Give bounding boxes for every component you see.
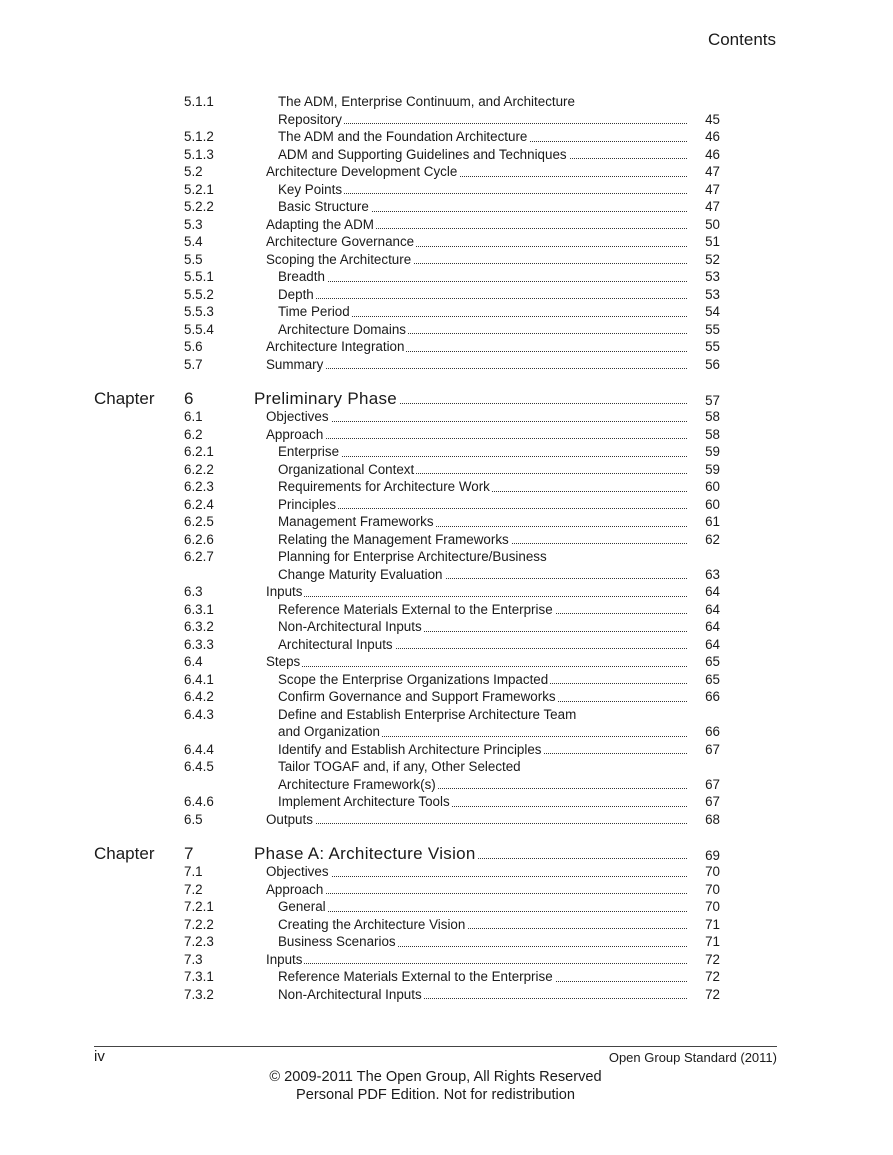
toc-entry-title: Planning for Enterprise Architecture/Business: [278, 549, 547, 564]
toc-entry-number: 7.1: [184, 864, 203, 879]
toc-entry-number: 6.4.1: [184, 671, 214, 687]
toc-entry-number: 5.4: [184, 234, 203, 249]
toc-chapter-heading[interactable]: [0, 390, 893, 408]
toc-entry-number: 6.2.5: [184, 514, 214, 529]
toc-entry-title: Inputs: [266, 583, 687, 601]
chapter-title: Preliminary Phase: [254, 390, 687, 408]
toc-entry[interactable]: [0, 688, 893, 706]
toc-entry[interactable]: [0, 933, 893, 951]
toc-entry[interactable]: [0, 601, 893, 619]
toc-page-number: 61: [705, 514, 720, 529]
toc-entry-title: Depth: [278, 286, 687, 304]
toc-page-number: 60: [705, 479, 720, 494]
toc-entry[interactable]: [0, 198, 893, 216]
toc-entry-title: Outputs: [266, 811, 687, 829]
dot-leader: [266, 823, 687, 824]
toc-entry[interactable]: [0, 128, 893, 146]
toc-page-number: 57: [705, 393, 720, 408]
toc-entry-number: 5.3: [184, 216, 203, 232]
toc-entry-title: Summary: [266, 356, 687, 374]
toc-entry-number: 5.1.3: [184, 146, 214, 162]
toc-entry-number: 5.5.4: [184, 321, 214, 337]
toc-entry-title: Non-Architectural Inputs: [278, 618, 687, 636]
toc-page-number: 67: [705, 741, 720, 757]
toc-entry[interactable]: [0, 338, 893, 356]
toc-entry[interactable]: [0, 461, 893, 479]
toc-entry-number: 6.2.4: [184, 496, 214, 512]
toc-entry-title: ADM and Supporting Guidelines and Techniques: [278, 146, 687, 164]
toc-entry[interactable]: [0, 881, 893, 899]
toc-entry-number: 5.2.2: [184, 199, 214, 214]
toc-entry-title: Basic Structure: [278, 198, 687, 216]
toc-entry[interactable]: [0, 723, 893, 741]
toc-page-number: 53: [705, 269, 720, 284]
toc-entry-title: Architecture Domains: [278, 321, 687, 339]
toc-entry[interactable]: [0, 513, 893, 531]
toc-entry[interactable]: [0, 286, 893, 304]
toc-page-number: 52: [705, 251, 720, 267]
toc-entry-title: Implement Architecture Tools: [278, 793, 687, 811]
toc-entry-title: Non-Architectural Inputs: [278, 986, 687, 1004]
toc-page-number: 50: [705, 216, 720, 232]
toc-page-number: 68: [705, 811, 720, 827]
page-header-title: Contents: [707, 30, 776, 49]
toc-entry[interactable]: [0, 426, 893, 444]
toc-entry-title: Adapting the ADM: [266, 216, 687, 234]
toc-entry[interactable]: [0, 478, 893, 496]
toc-entry-title: The ADM, Enterprise Continuum, and Architecture: [278, 94, 575, 109]
dot-leader: [278, 911, 687, 912]
toc-page-number: 64: [705, 601, 720, 617]
toc-entry-title: Breadth: [278, 268, 687, 286]
toc-entry[interactable]: [0, 233, 893, 251]
toc-entry[interactable]: [0, 111, 893, 129]
footer-divider: [94, 1046, 777, 1047]
toc-entry[interactable]: [0, 496, 893, 514]
toc-entry-number: 5.1.2: [184, 129, 214, 144]
toc-entry[interactable]: [0, 356, 893, 374]
toc-page-number: 67: [705, 794, 720, 809]
toc-page-number: 58: [705, 409, 720, 424]
copyright-line: © 2009-2011 The Open Group, All Rights Reserved: [269, 1069, 602, 1085]
toc-page-number: 70: [705, 881, 720, 897]
toc-entry[interactable]: [0, 566, 893, 584]
toc-page-number: 56: [705, 356, 720, 372]
table-of-contents: [0, 93, 893, 1003]
toc-entry-number: 7.2.3: [184, 934, 214, 949]
toc-page-number: 45: [705, 111, 720, 127]
dot-leader: [266, 963, 687, 964]
toc-entry[interactable]: [0, 251, 893, 269]
toc-entry[interactable]: [0, 636, 893, 654]
footer-page-number: iv: [94, 1048, 105, 1065]
toc-entry-number: 5.5: [184, 251, 203, 267]
toc-entry-number: 6.2.3: [184, 479, 214, 494]
toc-entry-number: 5.6: [184, 339, 203, 354]
toc-entry[interactable]: [0, 321, 893, 339]
toc-entry[interactable]: [0, 793, 893, 811]
toc-page-number: 47: [705, 181, 720, 197]
toc-entry[interactable]: [0, 531, 893, 549]
toc-entry-number: 5.1.1: [184, 94, 214, 109]
toc-entry[interactable]: [0, 216, 893, 234]
toc-entry-title: Architectural Inputs: [278, 636, 687, 654]
toc-page-number: 71: [705, 916, 720, 932]
toc-entry[interactable]: [0, 986, 893, 1004]
toc-page-number: 53: [705, 286, 720, 302]
toc-entry[interactable]: [0, 968, 893, 986]
toc-entry-title: Identify and Establish Architecture Principles: [278, 741, 687, 759]
toc-entry[interactable]: [0, 618, 893, 636]
toc-entry-title: Approach: [266, 426, 687, 444]
toc-entry-number: 6.3.3: [184, 636, 214, 652]
toc-entry-title: Management Frameworks: [278, 513, 687, 531]
dot-leader: [266, 368, 687, 369]
toc-page-number: 70: [705, 864, 720, 879]
toc-entry-title: Define and Establish Enterprise Architecture Team: [278, 706, 577, 722]
toc-page-number: 72: [705, 951, 720, 967]
toc-entry-number: 6.3.1: [184, 601, 214, 617]
toc-entry-title: Business Scenarios: [278, 933, 687, 951]
toc-entry-number: 6.3.2: [184, 619, 214, 634]
toc-entry-number: 6.4.2: [184, 689, 214, 704]
toc-page-number: 71: [705, 934, 720, 949]
toc-entry-title: Architecture Governance: [266, 233, 687, 251]
toc-entry-number: 5.7: [184, 356, 203, 372]
toc-page-number: 55: [705, 321, 720, 337]
toc-page-number: 66: [705, 724, 720, 739]
toc-entry-number: 6.5: [184, 811, 203, 827]
toc-entry-title: Inputs: [266, 951, 687, 969]
toc-page-number: 69: [705, 848, 720, 863]
toc-entry-title: Organizational Context: [278, 461, 687, 479]
toc-entry-number: 7.2: [184, 881, 203, 897]
toc-entry-number: 7.3.2: [184, 986, 214, 1002]
toc-entry[interactable]: [0, 181, 893, 199]
toc-page-number: 72: [705, 986, 720, 1002]
toc-entry[interactable]: [0, 811, 893, 829]
toc-entry[interactable]: [0, 898, 893, 916]
toc-entry-title: Requirements for Architecture Work: [278, 478, 687, 496]
dot-leader: [278, 298, 687, 299]
chapter-title: Phase A: Architecture Vision: [254, 845, 687, 863]
toc-page-number: 54: [705, 304, 720, 319]
toc-entry-number: 5.2.1: [184, 181, 214, 197]
toc-entry[interactable]: [0, 951, 893, 969]
chapter-number: 7: [184, 844, 194, 863]
toc-entry-number: 6.4.6: [184, 794, 214, 809]
chapter-label: Chapter: [94, 844, 155, 863]
dot-leader: [266, 438, 687, 439]
toc-entry-number: 7.2.2: [184, 916, 214, 932]
toc-page-number: 47: [705, 164, 720, 179]
toc-entry[interactable]: [0, 776, 893, 794]
toc-entry-number: 7.3: [184, 951, 203, 967]
toc-entry-number: 6.2.7: [184, 549, 214, 564]
toc-page-number: 67: [705, 776, 720, 792]
toc-entry-number: 7.3.1: [184, 969, 214, 984]
toc-page-number: 59: [705, 461, 720, 477]
toc-page-number: 62: [705, 531, 720, 547]
toc-entry-number: 6.4.3: [184, 706, 214, 722]
toc-entry-number: 6.4.5: [184, 759, 214, 774]
toc-entry-number: 7.2.1: [184, 899, 214, 914]
footer-standard-name: Open Group Standard (2011): [608, 1050, 777, 1065]
toc-entry[interactable]: [0, 863, 893, 881]
toc-entry[interactable]: [0, 303, 893, 321]
toc-entry-title: Tailor TOGAF and, if any, Other Selected: [278, 759, 521, 774]
dot-leader: [266, 596, 687, 597]
toc-entry-title: Enterprise: [278, 443, 687, 461]
toc-page-number: 58: [705, 426, 720, 442]
toc-entry[interactable]: [0, 443, 893, 461]
chapter-label: Chapter: [94, 389, 155, 408]
toc-entry-title: General: [278, 898, 687, 916]
toc-entry-title: Architecture Integration: [266, 338, 687, 356]
toc-entry[interactable]: [0, 268, 893, 286]
toc-entry-title: Reference Materials External to the Enterprise: [278, 601, 687, 619]
toc-entry-number: 6.4: [184, 654, 203, 669]
toc-page-number: 55: [705, 339, 720, 354]
toc-page-number: 64: [705, 619, 720, 634]
toc-page-number: 47: [705, 199, 720, 214]
toc-entry-number: 6.1: [184, 409, 203, 424]
toc-entry[interactable]: [0, 163, 893, 181]
toc-entry-number: 5.5.2: [184, 286, 214, 302]
toc-entry-first-line[interactable]: [0, 548, 893, 566]
toc-entry-title: Objectives: [266, 863, 687, 881]
toc-entry-number: 6.2.1: [184, 444, 214, 459]
toc-page-number: 70: [705, 899, 720, 914]
distribution-notice: Personal PDF Edition. Not for redistribution: [295, 1087, 576, 1103]
toc-entry[interactable]: [0, 146, 893, 164]
toc-entry-title: Time Period: [278, 303, 687, 321]
toc-entry-number: 6.3: [184, 584, 203, 599]
toc-entry-first-line[interactable]: [0, 706, 893, 724]
toc-page-number: 72: [705, 969, 720, 984]
toc-entry-first-line[interactable]: [0, 758, 893, 776]
toc-entry-title: Relating the Management Frameworks: [278, 531, 687, 549]
toc-entry-title: Scoping the Architecture: [266, 251, 687, 269]
toc-entry-number: 6.2: [184, 426, 203, 442]
toc-page-number: 64: [705, 636, 720, 652]
toc-entry[interactable]: [0, 916, 893, 934]
toc-entry-title: Steps: [266, 653, 687, 671]
toc-entry-title: Approach: [266, 881, 687, 899]
toc-page-number: 66: [705, 689, 720, 704]
toc-page-number: 65: [705, 654, 720, 669]
toc-entry[interactable]: [0, 653, 893, 671]
toc-page-number: 64: [705, 584, 720, 599]
toc-entry[interactable]: [0, 671, 893, 689]
toc-entry-title: Architecture Framework(s): [278, 776, 687, 794]
toc-entry-title: Key Points: [278, 181, 687, 199]
toc-entry-title: Objectives: [266, 408, 687, 426]
toc-entry-title: The ADM and the Foundation Architecture: [278, 128, 687, 146]
dot-leader: [278, 508, 687, 509]
toc-page-number: 63: [705, 566, 720, 582]
toc-entry-number: 5.2: [184, 164, 203, 179]
dot-leader: [266, 666, 687, 667]
toc-page-number: 46: [705, 146, 720, 162]
toc-entry-title: Architecture Development Cycle: [266, 163, 687, 181]
dot-leader: [266, 893, 687, 894]
toc-entry-title: Change Maturity Evaluation: [278, 566, 687, 584]
toc-entry-number: 6.2.6: [184, 531, 214, 547]
toc-entry-title: Repository: [278, 111, 687, 129]
toc-entry-title: Confirm Governance and Support Frameworks: [278, 688, 687, 706]
copyright-notice: [0, 1068, 893, 1104]
toc-entry[interactable]: [0, 408, 893, 426]
toc-entry-title: Scope the Enterprise Organizations Impacted: [278, 671, 687, 689]
toc-entry-number: 5.5.1: [184, 269, 214, 284]
toc-page-number: 46: [705, 129, 720, 144]
toc-page-number: 59: [705, 444, 720, 459]
toc-entry-title: Principles: [278, 496, 687, 514]
toc-entry-title: Reference Materials External to the Enterprise: [278, 968, 687, 986]
toc-entry-number: 6.2.2: [184, 461, 214, 477]
dot-leader: [278, 281, 687, 282]
toc-chapter-heading[interactable]: [0, 845, 893, 863]
toc-page-number: 51: [705, 234, 720, 249]
toc-entry-title: and Organization: [278, 723, 687, 741]
toc-entry-number: 6.4.4: [184, 741, 214, 757]
toc-entry[interactable]: [0, 583, 893, 601]
toc-page-number: 60: [705, 496, 720, 512]
toc-page-number: 65: [705, 671, 720, 687]
toc-entry[interactable]: [0, 741, 893, 759]
toc-entry-number: 5.5.3: [184, 304, 214, 319]
toc-entry-first-line[interactable]: [0, 93, 893, 111]
chapter-number: 6: [184, 389, 194, 408]
toc-entry-title: Creating the Architecture Vision: [278, 916, 687, 934]
